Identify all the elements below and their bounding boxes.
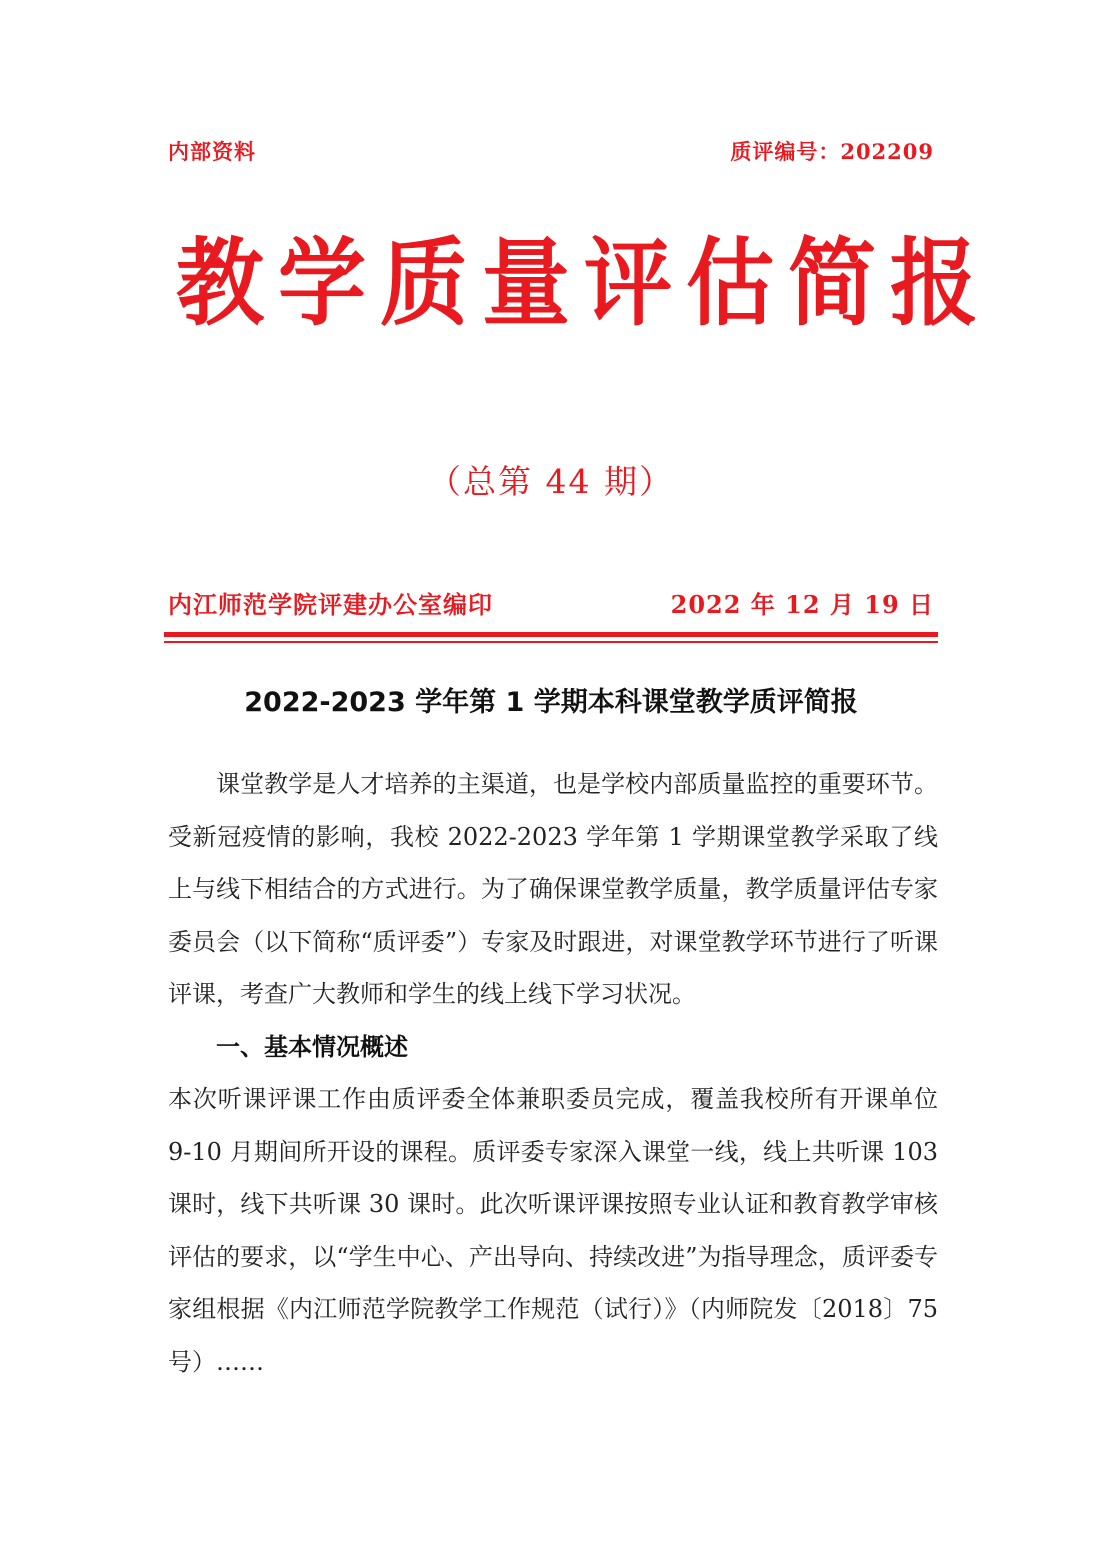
article-title: 2022-2023 学年第 1 学期本科课堂教学质评简报 [244,687,858,718]
classification-label: 内部资料 [168,139,256,164]
intro-paragraph: 课堂教学是人才培养的主渠道，也是学校内部质量监控的重要环节。受新冠疫情的影响，我校 2022-2023 学年第 1 学期课堂教学采取了线上与线下相结合的方式进行。为了确保课堂教学质量，教学质量评估专家委员会（以下简称“质评委”）专家及时跟进，对课堂教学环节进行了听课评课，考查广大教师和学生的线上线下学习状况。 [168,770,938,1008]
serial-number: 质评编号：202209 [730,139,934,164]
section-paragraph: 本次听课评课工作由质评委全体兼职委员完成，覆盖我校所有开课单位 9-10 月期间所开设的课程。质评委专家深入课堂一线，线上共听课 103 课时，线下共听课 30 课时。此次听课评课按照专业认证和教育教学审核评估的要求，以“学生中心、产出导向、持续改进”为指导理念，质评委专家组根据《内江师范学院教学工作规范（试行）》（内师院发〔2018〕75 号）…… [168,1085,938,1376]
header-divider-thick [164,632,938,637]
section-heading: 一、基本情况概述 [216,1032,408,1061]
publish-date: 2022 年 12 月 19 日 [670,590,934,619]
article-body [168,758,938,1388]
header-divider-thin [164,641,938,643]
issue-number: （总第 44 期） [428,462,674,501]
masthead-title: 教学质量评估简报 [176,227,993,339]
editor-line: 内江师范学院评建办公室编印 [168,590,493,619]
